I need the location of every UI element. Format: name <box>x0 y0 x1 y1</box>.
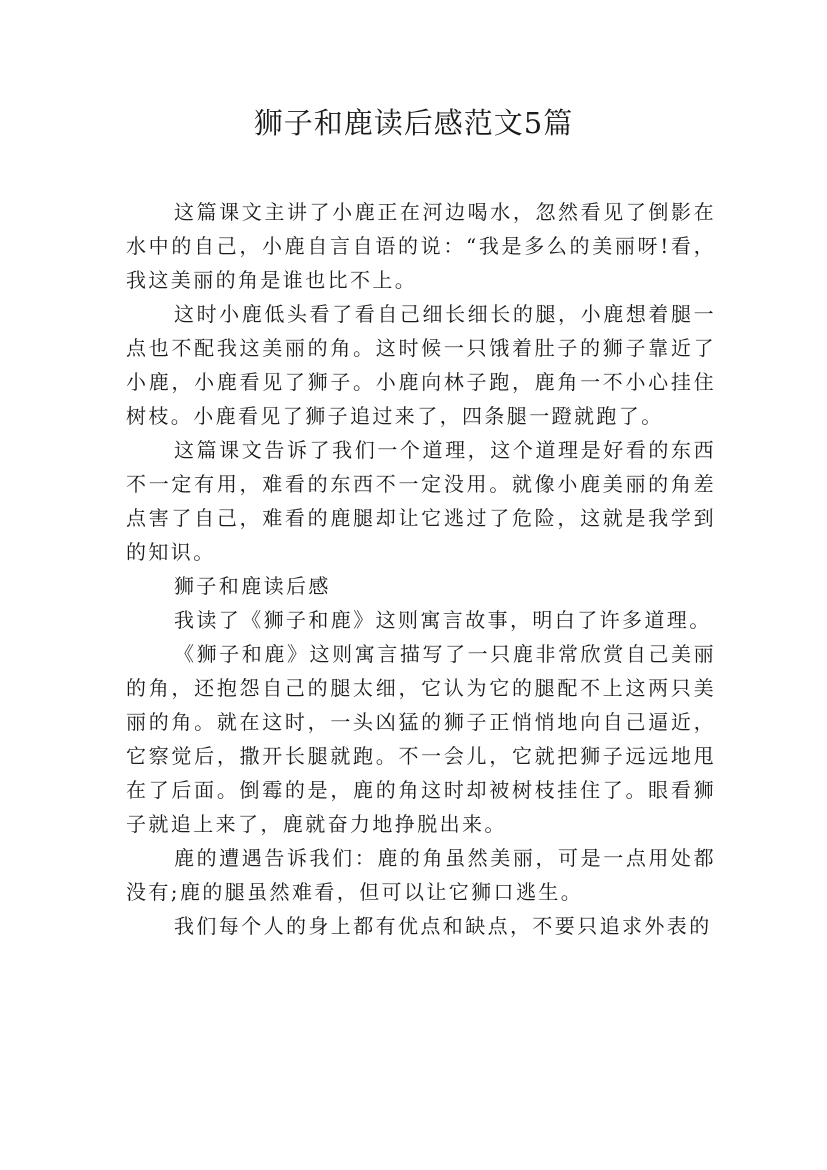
document-title: 狮子和鹿读后感范文5篇 <box>253 106 574 140</box>
paragraph: 这篇课文主讲了小鹿正在河边喝水，忽然看见了倒影在水中的自己，小鹿自言自语的说：“我是多么的美丽呀!看，我这美丽的角是谁也比不上。 <box>126 200 716 292</box>
document-body <box>126 195 716 943</box>
paragraph: 这篇课文告诉了我们一个道理，这个道理是好看的东西不一定有用，难看的东西不一定没用。就像小鹿美丽的角差点害了自己，难看的鹿腿却让它逃过了危险，这就是我学到的知识。 <box>126 438 716 564</box>
paragraph: 《狮子和鹿》这则寓言描写了一只鹿非常欣赏自己美丽的角，还抱怨自己的腿太细，它认为它的腿配不上这两只美丽的角。就在这时，一头凶猛的狮子正悄悄地向自己逼近，它察觉后，撒开长腿就跑。不一会儿，它就把狮子远远地甩在了后面。倒霉的是，鹿的角这时却被树枝挂住了。眼看狮子就追上来了，鹿就奋力地挣脱出来。 <box>126 642 716 836</box>
paragraph: 这时小鹿低头看了看自己细长细长的腿，小鹿想着腿一点也不配我这美丽的角。这时候一只饿着肚子的狮子靠近了小鹿，小鹿看见了狮子。小鹿向林子跑，鹿角一不小心挂住树枝。小鹿看见了狮子追过来了，四条腿一蹬就跑了。 <box>126 302 716 428</box>
paragraph: 我们每个人的身上都有优点和缺点，不要只追求外表的 <box>174 914 712 938</box>
paragraph: 我读了《狮子和鹿》这则寓言故事，明白了许多道理。 <box>174 608 712 632</box>
section-heading: 狮子和鹿读后感 <box>174 574 331 598</box>
paragraph: 鹿的遭遇告诉我们：鹿的角虽然美丽，可是一点用处都没有;鹿的腿虽然难看，但可以让它狮口逃生。 <box>126 846 716 904</box>
